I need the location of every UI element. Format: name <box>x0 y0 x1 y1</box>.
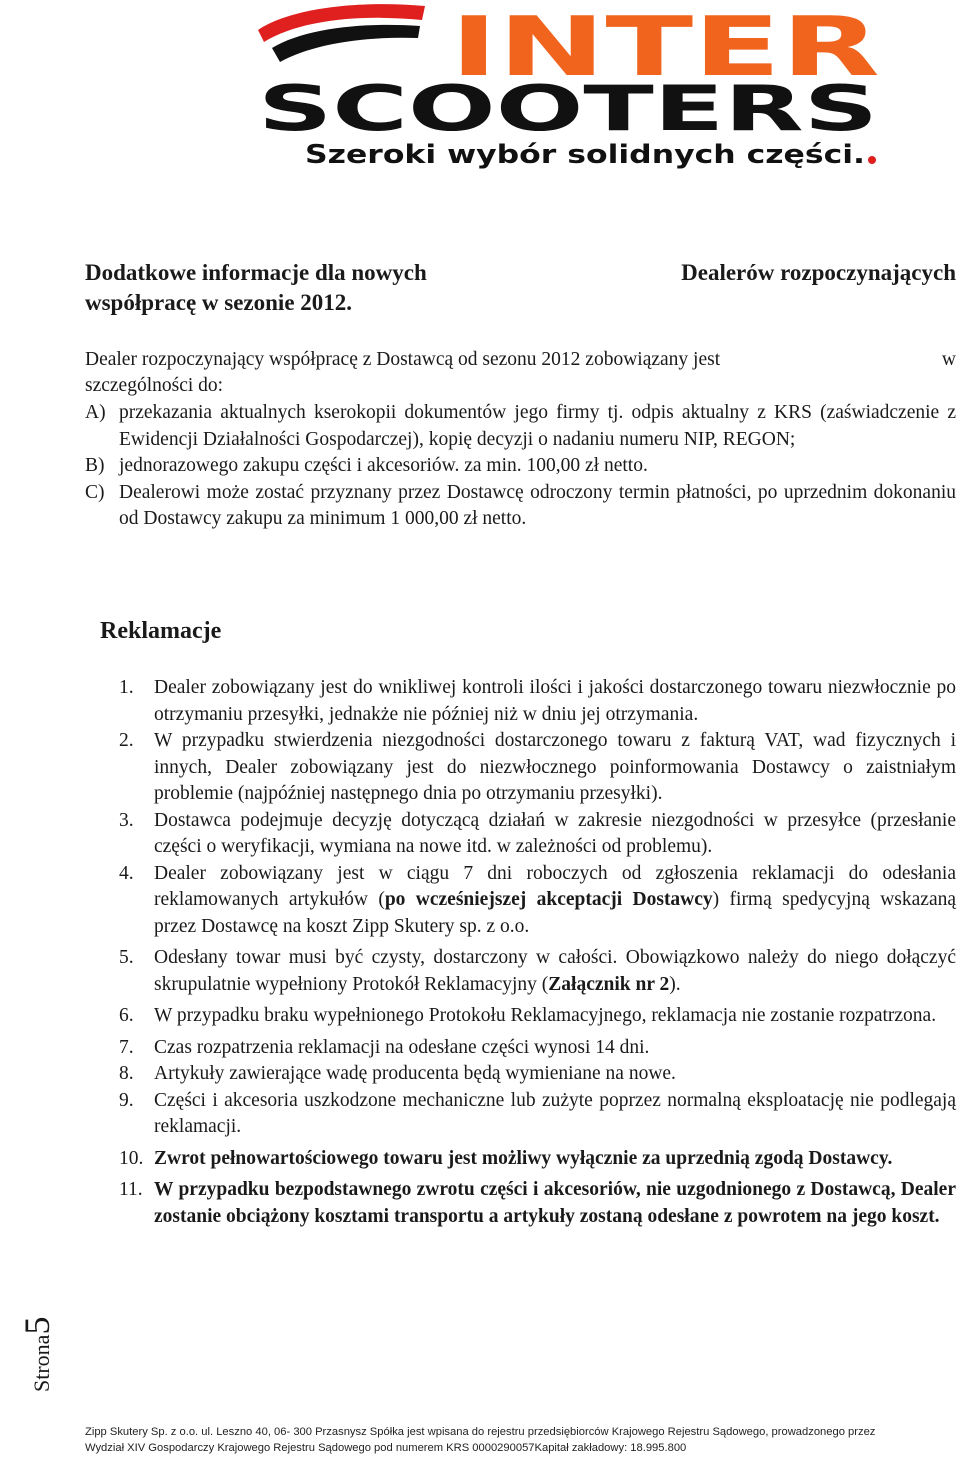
requirements-list <box>85 400 956 533</box>
list-item <box>119 1177 956 1230</box>
list-marker: 11. <box>119 1179 143 1200</box>
heading-line2: współpracę w sezonie 2012. <box>85 290 353 315</box>
page-heading <box>85 258 956 318</box>
list-item-bold-text: Załącznik nr 2 <box>548 973 670 995</box>
list-item-text: Dealer zobowiązany jest w ciągu 7 dni roboczych od zgłoszenia reklamacji do odesłania reklamowanych artykułów ( <box>154 862 956 910</box>
list-item-text: przekazania aktualnych kserokopii dokumentów jego firmy tj. odpis aktualny z KRS (zaświadczenie z Ewidencji Działalności Gospodarczej), kopię decyzji o nadaniu numeru NIP, REGON; <box>119 402 956 450</box>
list-marker: 8. <box>119 1063 134 1084</box>
list-item-text: Części i akcesoria uszkodzone mechaniczne lub zużyte poprzez normalną eksploatację nie podlegają reklamacji. <box>154 1089 956 1137</box>
complaints-list <box>119 675 956 1230</box>
logo-tagline: Szeroki wybór solidnych części. <box>305 140 865 170</box>
list-item <box>119 808 956 861</box>
list-marker: 4. <box>119 862 134 884</box>
page-footer <box>85 1424 960 1456</box>
list-marker: 9. <box>119 1089 134 1111</box>
list-item <box>119 945 956 998</box>
heading-line1-left: Dodatkowe informacje dla nowych <box>85 260 427 285</box>
heading-line1-right: Dealerów rozpoczynających <box>681 260 956 285</box>
list-item-text: W przypadku bezpodstawnego zwrotu części i akcesoriów, nie uzgodnionego z Dostawcą, Dealer zostanie obciążony kosztami transportu a artykuły zostaną odesłane z powrotem na jego koszt. <box>154 1179 956 1227</box>
list-item <box>119 1035 956 1062</box>
intro-paragraph <box>85 347 956 399</box>
intro-line1-right: w <box>941 349 956 370</box>
footer-line2: Wydział XIV Gospodarczy Krajowego Rejestru Sądowego pod numerem KRS 0000290057Kapitał zakładowy: 18.995.800 <box>85 1442 687 1454</box>
list-marker: B) <box>85 455 105 476</box>
list-item <box>119 861 956 941</box>
list-item-text: ) firmą spedycyjną wskazaną przez Dostawcę na koszt Zipp Skutery sp. z o.o. <box>154 889 957 937</box>
list-item-text: W przypadku braku wypełnionego Protokołu Reklamacyjnego, reklamacja nie zostanie rozpatrzona. <box>154 1005 937 1026</box>
list-item-text: Artykuły zawierające wadę producenta będą wymieniane na nowe. <box>154 1063 676 1084</box>
list-item-text: Zwrot pełnowartościowego towaru jest możliwy wyłącznie za uprzednią zgodą Dostawcy. <box>154 1147 893 1169</box>
list-item <box>119 1146 956 1173</box>
intro-line2: szczególności do: <box>85 375 224 396</box>
list-item <box>119 728 956 808</box>
list-marker: C) <box>85 481 105 503</box>
list-marker: 10. <box>119 1147 144 1169</box>
list-item-bold-text: po wcześniejszej akceptacji Dostawcy <box>384 889 713 910</box>
list-marker: 6. <box>119 1005 134 1026</box>
list-item-text: jednorazowego zakupu części i akcesoriów. za min. 100,00 zł netto. <box>119 455 648 476</box>
list-marker: 2. <box>119 730 134 751</box>
list-marker: 3. <box>119 809 134 831</box>
list-item-text: Odesłany towar musi być czysty, dostarczony w całości. Obowiązkowo należy do niego dołączyć skrupulatnie wypełniony Protokół Reklamacyjny ( <box>154 947 956 995</box>
list-item-text: W przypadku stwierdzenia niezgodności dostarczonego towaru z fakturą VAT, wad fizycznych i innych, Dealer zobowiązany jest do niezwłocznego poinformowania Dostawcy o zaistniałym problemie (najpóźniej następnego dnia po otrzymaniu przesyłki). <box>154 730 956 804</box>
logo-line2: SCOOTERS <box>258 72 878 145</box>
list-item <box>85 453 956 480</box>
intro-line1-left: Dealer rozpoczynający współpracę z Dostawcą od sezonu 2012 zobowiązany jest <box>85 349 721 370</box>
logo-line1: INTER <box>450 0 880 95</box>
list-item <box>119 1061 956 1088</box>
list-item-text: ). <box>669 973 681 995</box>
list-item <box>85 480 956 533</box>
list-item-text: Czas rozpatrzenia reklamacji na odesłane części wynosi 14 dni. <box>154 1036 650 1058</box>
list-marker: A) <box>85 402 106 423</box>
list-item-text: Dealer zobowiązany jest do wnikliwej kontroli ilości i jakości dostarczonego towaru niezwłocznie po otrzymaniu przesyłki, jednakże nie później niż w dniu jej otrzymania. <box>154 677 956 725</box>
inter-scooters-logo-graphic <box>250 0 890 175</box>
list-marker: 7. <box>119 1036 134 1058</box>
list-marker: 1. <box>119 677 134 698</box>
list-item <box>119 1003 956 1030</box>
list-item-text: Dostawca podejmuje decyzję dotyczącą działań w zakresie niezgodności w przesyłce (przesłanie części o weryfikacji, wymiana na nowe itd. w zależności od problemu). <box>154 809 956 857</box>
list-item <box>119 1088 956 1141</box>
list-item <box>85 400 956 453</box>
section-title: Reklamacje <box>100 618 222 644</box>
footer-line1: Zipp Skutery Sp. z o.o. ul. Leszno 40, 06- 300 Przasnysz Spółka jest wpisana do rejestru przedsiębiorców Krajowego Rejestru Sądowego, prowadzonego przez <box>85 1426 876 1438</box>
page-number: 5 <box>17 1316 57 1335</box>
list-item-text: Dealerowi może zostać przyznany przez Dostawcę odroczony termin płatności, po uprzednim dokonaniu od Dostawcy zakupu za minimum 1 000,00 zł netto. <box>119 481 956 529</box>
company-logo <box>250 0 890 175</box>
page-label: Strona <box>29 1334 54 1392</box>
list-marker: 5. <box>119 947 134 968</box>
page-number-label <box>16 1317 58 1392</box>
list-item <box>119 675 956 728</box>
